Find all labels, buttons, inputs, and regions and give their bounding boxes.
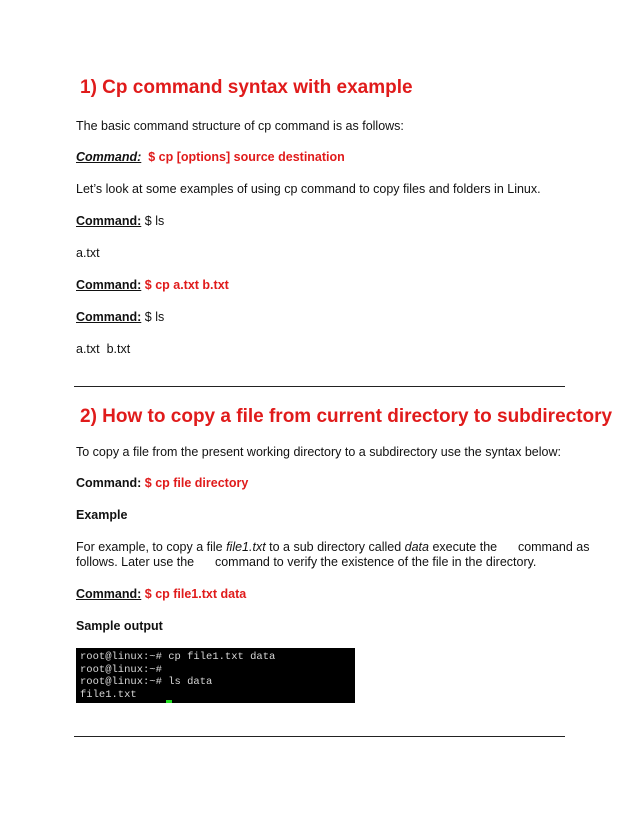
command-line-4 — [76, 475, 248, 491]
terminal-screenshot — [76, 648, 355, 703]
example-paragraph-line-1 — [76, 539, 590, 555]
example-paragraph-line-2: follows. Later use the command to verify the existence of the file in the directory. — [76, 555, 537, 569]
command-line-3 — [76, 309, 164, 325]
bottom-divider — [74, 736, 565, 737]
para-text: For example, to copy a file — [76, 540, 227, 554]
command-label: Command: — [76, 587, 142, 601]
directory-name: data — [404, 540, 429, 554]
command-line-2 — [76, 277, 229, 293]
command-line-1 — [76, 213, 164, 229]
terminal-cursor — [166, 700, 172, 703]
terminal-line: root@linux:~# cp file1.txt data — [80, 651, 276, 663]
example-label: Example — [76, 508, 128, 522]
section2-intro: To copy a file from the present working directory to a subdirectory use the syntax below: — [76, 445, 561, 459]
sample-output-label: Sample output — [76, 619, 163, 633]
command-value: $ ls — [144, 310, 165, 324]
section1-lead: Let’s look at some examples of using cp command to copy files and folders in Linux. — [76, 182, 541, 196]
syntax-value: $ cp [options] source destination — [148, 150, 345, 164]
section1-heading: 1) Cp command syntax with example — [80, 77, 413, 98]
command-label: Command: — [76, 278, 142, 292]
output-line-3: a.txt b.txt — [76, 342, 131, 356]
command-value: $ cp a.txt b.txt — [144, 278, 229, 292]
command-label: Command: — [76, 214, 142, 228]
section-divider — [74, 386, 565, 387]
section2-heading: 2) How to copy a file from current directory to subdirectory — [80, 406, 613, 427]
syntax-line — [76, 149, 345, 165]
command-label: Command: — [76, 310, 142, 324]
command-value: $ cp file1.txt data — [144, 587, 247, 601]
para-text: to a sub directory called — [265, 540, 405, 554]
para-text: execute the command as — [429, 540, 590, 554]
command-value: $ cp file directory — [144, 476, 249, 490]
section1-intro: The basic command structure of cp command is as follows: — [76, 119, 404, 133]
syntax-label: Command: — [76, 150, 142, 164]
command-label: Command: — [76, 476, 142, 490]
terminal-line: file1.txt — [80, 688, 137, 701]
command-line-5 — [76, 586, 246, 602]
terminal-line: root@linux:~# — [80, 663, 162, 676]
output-line-1: a.txt — [76, 246, 100, 260]
file-name: file1.txt — [226, 540, 266, 554]
command-value: $ ls — [144, 214, 165, 228]
terminal-line: root@linux:~# ls data — [80, 676, 213, 688]
